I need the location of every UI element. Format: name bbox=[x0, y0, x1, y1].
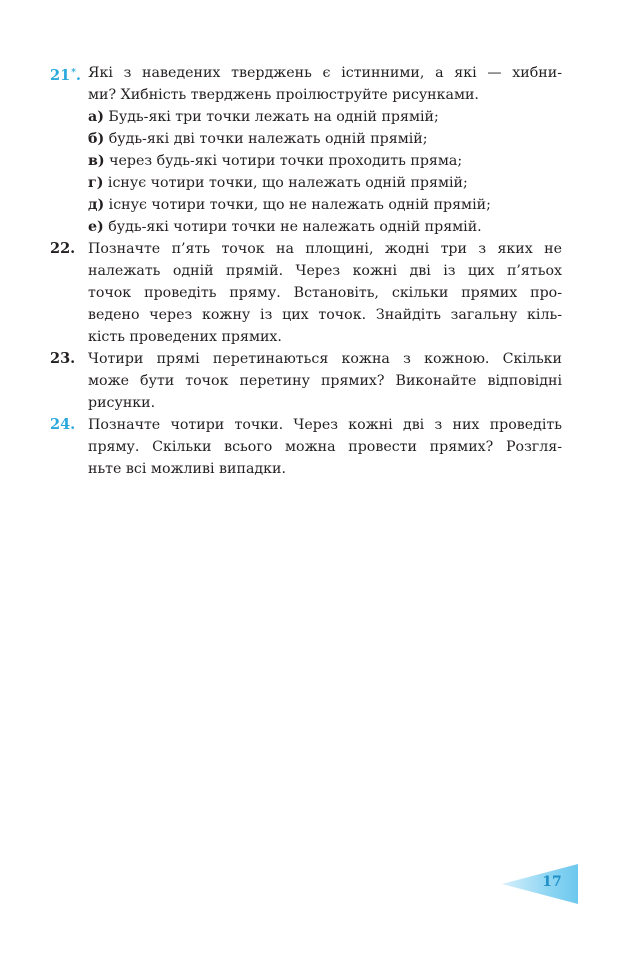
problem-number bbox=[50, 62, 81, 87]
problem-text-line: ми? Хибність тверджень проілюструйте рисунками. bbox=[88, 87, 479, 103]
option-label: в) bbox=[88, 153, 105, 169]
problem-text-line: ведено через кожну із цих точок. Знайдіть загальну кіль- bbox=[88, 307, 562, 323]
option-label: д) bbox=[88, 197, 105, 213]
option-label: а) bbox=[88, 109, 104, 125]
problem-number: 22. bbox=[50, 240, 76, 257]
option-a bbox=[88, 106, 562, 128]
problem-text-line: Чотири прямі перетинаються кожна з кожною. Скільки bbox=[88, 351, 562, 367]
problem-text-line: кість проведених прямих. bbox=[88, 329, 282, 345]
problem-text-line: може бути точок перетину прямих? Виконайте відповідні bbox=[88, 373, 562, 389]
option-v bbox=[88, 150, 562, 172]
option-label: г) bbox=[88, 175, 104, 191]
problem-text-line: Позначте чотири точки. Через кожні дві з них проведіть bbox=[88, 417, 562, 433]
option-text: існує чотири точки, що не належать одній прямій; bbox=[104, 197, 491, 213]
option-label: е) bbox=[88, 219, 104, 235]
option-b bbox=[88, 128, 562, 150]
option-g bbox=[88, 172, 562, 194]
problem-number: 24. bbox=[50, 416, 76, 433]
option-d bbox=[88, 194, 562, 216]
problem-text-line: належать одній прямій. Через кожні дві із цих п’ятьох bbox=[88, 263, 562, 279]
option-label: б) bbox=[88, 131, 105, 147]
problem-number-dot: . bbox=[75, 67, 81, 84]
difficulty-star: * bbox=[71, 68, 76, 78]
option-text: існує чотири точки, що належать одній прямій; bbox=[103, 175, 468, 191]
page-number: 17 bbox=[542, 874, 562, 890]
problem-text-line: Позначте п’ять точок на площині, жодні три з яких не bbox=[88, 241, 562, 257]
problem-number-digits: 21 bbox=[50, 67, 71, 84]
problem-text-line: ньте всі можливі випадки. bbox=[88, 461, 286, 477]
problem-text-line: точок проведіть пряму. Встановіть, скільки прямих про- bbox=[88, 285, 562, 301]
option-text: через будь-які чотири точки проходить пряма; bbox=[104, 153, 463, 169]
option-text: будь-які дві точки належать одній прямій; bbox=[104, 131, 428, 147]
option-e bbox=[88, 216, 562, 238]
problem-text-line: Які з наведених тверджень є істинними, а які — хибни- bbox=[88, 65, 562, 81]
option-text: Будь-які три точки лежать на одній прямій; bbox=[103, 109, 439, 125]
problem-text-line: пряму. Скільки всього можна провести прямих? Розгля- bbox=[88, 439, 562, 455]
problem-text-line: рисунки. bbox=[88, 395, 156, 411]
option-text: будь-які чотири точки не належать одній прямій. bbox=[103, 219, 482, 235]
problem-number: 23. bbox=[50, 350, 76, 367]
